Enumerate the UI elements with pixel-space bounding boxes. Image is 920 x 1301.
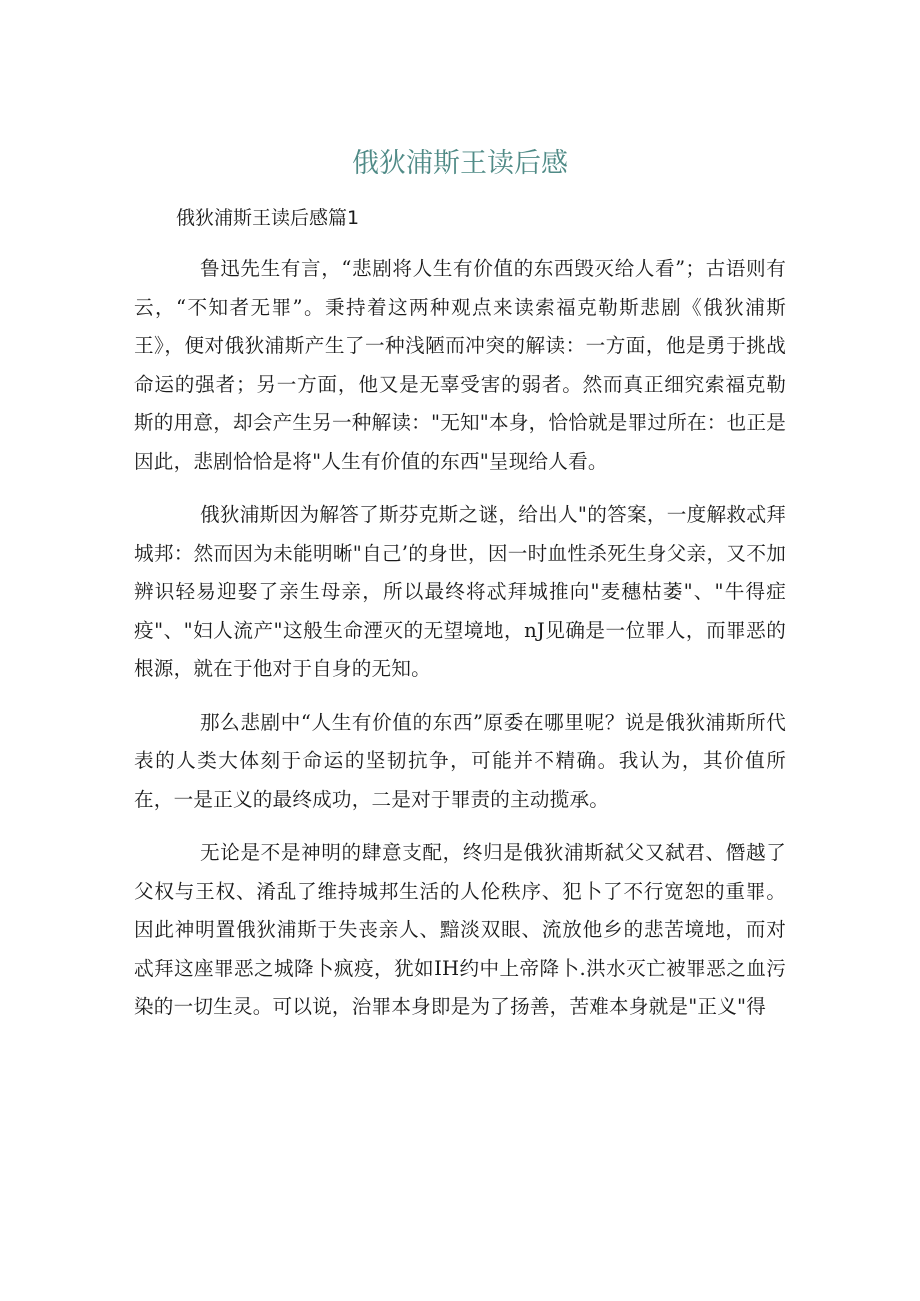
body-text [134,250,786,1042]
paragraph-2: 俄狄浦斯因为解答了斯芬克斯之谜，给出人"的答案，一度解救忒拜城邦：然而因为未能明晰"自己’的身世，因一时血性杀死生身父亲，又不加辨识轻易迎娶了亲生母亲，所以最终将忒拜城推向"麦穗枯萎"、"牛得症疫"、"妇人流产"这般生命湮灭的无望境地，nJ见确是一位罪人，而罪恶的根源，就在于他对于自身的无知。 [134,503,786,680]
paragraph-1: 鲁迅先生有言，“悲剧将人生有价值的东西毁灭给人看”；古语则有云，“不知者无罪”。秉持着这两种观点来读索福克勒斯悲剧《俄狄浦斯王》，便对俄狄浦斯产生了一种浅陋而冲突的解读：一方面，他是勇于挑战命运的强者；另一方面，他又是无辜受害的弱者。然而真正细究索福克勒斯的用意，却会产生另一种解读："无知"本身，恰恰就是罪过所在：也正是因此，悲剧恰恰是将"人生有价值的东西"呈现给人看。 [134,257,786,473]
paragraph-4: 无论是不是神明的肆意支配，终归是俄狄浦斯弑父又弑君、僭越了父权与王权、淆乱了维持城邦生活的人伦秩序、犯卜了不行宽恕的重罪。因此神明置俄狄浦斯于失丧亲人、黯淡双眼、流放他乡的悲苦境地，而对忒拜这座罪恶之城降卜疯疫，犹如IH约中上帝降卜.洪水灭亡被罪恶之血污染的一切生灵。可以说，治罪本身即是为了扬善，苦难本身就是"正义"得 [134,841,786,1018]
paragraph-3: 那么悲剧中“人生有价值的东西”原委在哪里呢？说是俄狄浦斯所代表的人类大体刻于命运的坚韧抗争，可能并不精确。我认为，其价值所在，一是正义的最终成功，二是对于罪责的主动揽承。 [134,710,786,811]
section-heading: 俄狄浦斯王读后感篇1 [176,207,360,229]
document-title: 俄狄浦斯王读后感 [352,148,568,179]
